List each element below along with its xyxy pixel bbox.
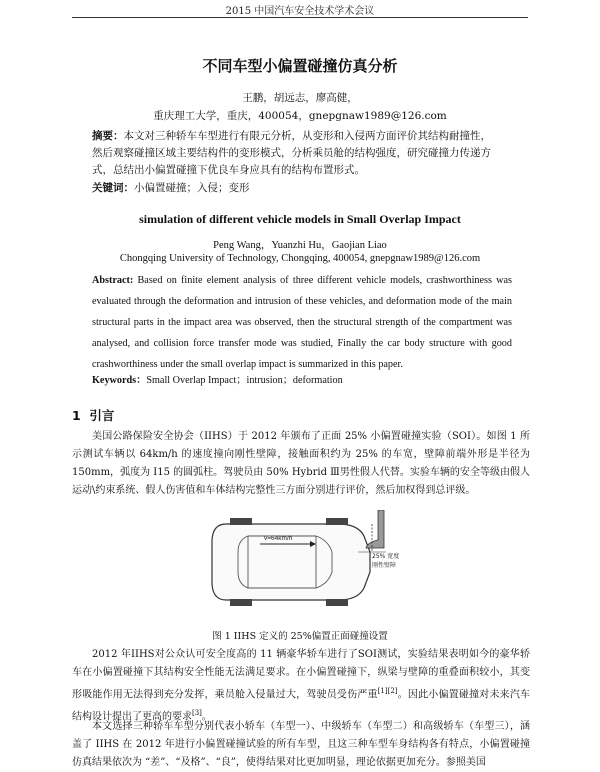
abstract-en-label: Abstract: <box>92 275 134 286</box>
keywords-en <box>92 370 512 391</box>
abstract-en <box>92 270 512 375</box>
paragraph-text: 。 <box>201 711 212 723</box>
figure-drawing <box>208 510 404 614</box>
keywords-en-label: Keywords： <box>92 375 147 386</box>
paragraph-text: 2012 年IIHS对公众认可安全度高的 11 辆豪华轿车进行了SOI测试，实验结果表明如今的豪华轿车在小偏置碰撞下其结构安全性能无法满足要求。在小偏置碰撞下，纵梁与壁障的重叠面积较小，其变形吸能作用无法得到充分发挥，乘员舱入侵量过大，驾驶员受伤严重 <box>72 649 530 701</box>
authors-en: Peng Wang，Yuanzhi Hu，Gaojian Liao <box>213 240 387 251</box>
paragraph-intro: 美国公路保险安全协会（IIHS）于 2012 年颁布了正面 25% 小偏置碰撞实验（SOI）。如图 1 所示测试车辆以 64km/h 的速度撞向刚性壁障，接触面积约为 25% 的车宽，壁障前端外形是半径为 150mm，弧度为 I15 的圆弧柱。驾驶员由 50% Hybrid Ⅲ男性假人代替。实验车辆的安全等级由假人运动\约束系统、假人伤害值和车体结构完整性三方面分别进行评价，然后加权得到总评级。 <box>72 431 530 496</box>
section-heading <box>72 406 114 424</box>
paper-title-en: simulation of different vehicle models in Small Overlap Impact <box>139 212 461 226</box>
paragraph-iihs-test <box>72 646 530 727</box>
affiliation-en: Chongqing University of Technology, Chongqing, 400054, gnepgnaw1989@126.com <box>119 253 481 264</box>
figure-caption: 图 1 IIHS 定义的 25%偏置正面碰撞设置 <box>212 631 388 642</box>
running-header: 2015 中国汽车安全技术学术会议 <box>225 6 375 17</box>
rear-wheel <box>230 599 252 606</box>
citation: [3] <box>192 709 202 718</box>
abstract-cn-label: 摘要： <box>92 130 124 142</box>
affiliation-cn: 重庆理工大学，重庆，400054，gnepgnaw1989@126.com <box>153 110 447 122</box>
authors-cn: 王鹏，胡远志，廖高健， <box>242 92 358 104</box>
section-title: 引言 <box>89 408 115 423</box>
paragraph-text: 。因此小偏置碰撞对未来汽车结构设计提出了更高的要求 <box>72 689 531 723</box>
rear-wheel <box>230 518 252 525</box>
velocity-label: v=64km/h <box>264 535 293 542</box>
overlap-label: 25% 宽度 <box>372 553 400 560</box>
abstract-cn-line: 然后观察碰撞区域主要结构件的变形模式，分析乘员舱的结构强度，研究碰撞力传递方 <box>92 147 491 159</box>
abstract-cn <box>92 128 512 179</box>
header-rule <box>72 17 528 18</box>
barrier-label: 刚性壁障 <box>372 562 397 569</box>
citation: [1][2] <box>377 687 398 695</box>
abstract-en-text: Based on finite element analysis of three different vehicle models, crashworthiness was evaluated through the deformation and intrusion of these vehicles, and deformation mode of the main structural parts in the impact area was observed, then the structural strength of the compartment was analysed, and collision force transfer mode was studied, Finally the car body structure with good crashworthiness under the small overlap impact is summarized in this paper. <box>92 275 512 370</box>
paragraph-vehicle-selection: 本文选择三种轿车车型分别代表小轿车（车型一）、中级轿车（车型二）和高级轿车（车型三），涵盖了 IIHS 在 2012 年进行小偏置碰撞试验的所有车型，且这三种车型车身结构各有特点，小偏置碰撞仿真结果依次为 “差”、“及格”、“良”，使得结果对比更加明显，理论依据更加充分。参照美国 <box>72 721 530 768</box>
keywords-cn <box>92 180 512 197</box>
keywords-cn-text: 小偏置碰撞；入侵；变形 <box>134 182 250 194</box>
rigid-barrier <box>366 510 384 548</box>
front-wheel <box>326 599 348 606</box>
keywords-en-text: Small Overlap Impact；intrusion；deformation <box>146 375 343 386</box>
figure-soi-setup <box>208 510 404 614</box>
section-number: 1 <box>72 408 81 423</box>
front-wheel <box>326 518 348 525</box>
paper-title-cn: 不同车型小偏置碰撞仿真分析 <box>202 57 398 75</box>
keywords-cn-label: 关键词： <box>92 182 134 194</box>
abstract-cn-line: 本文对三种轿车车型进行有限元分析，从变形和入侵两方面评价其结构耐撞性， <box>123 130 491 142</box>
abstract-cn-line: 式，总结出小偏置碰撞下优良车身应具有的结构布置形式。 <box>92 164 365 176</box>
